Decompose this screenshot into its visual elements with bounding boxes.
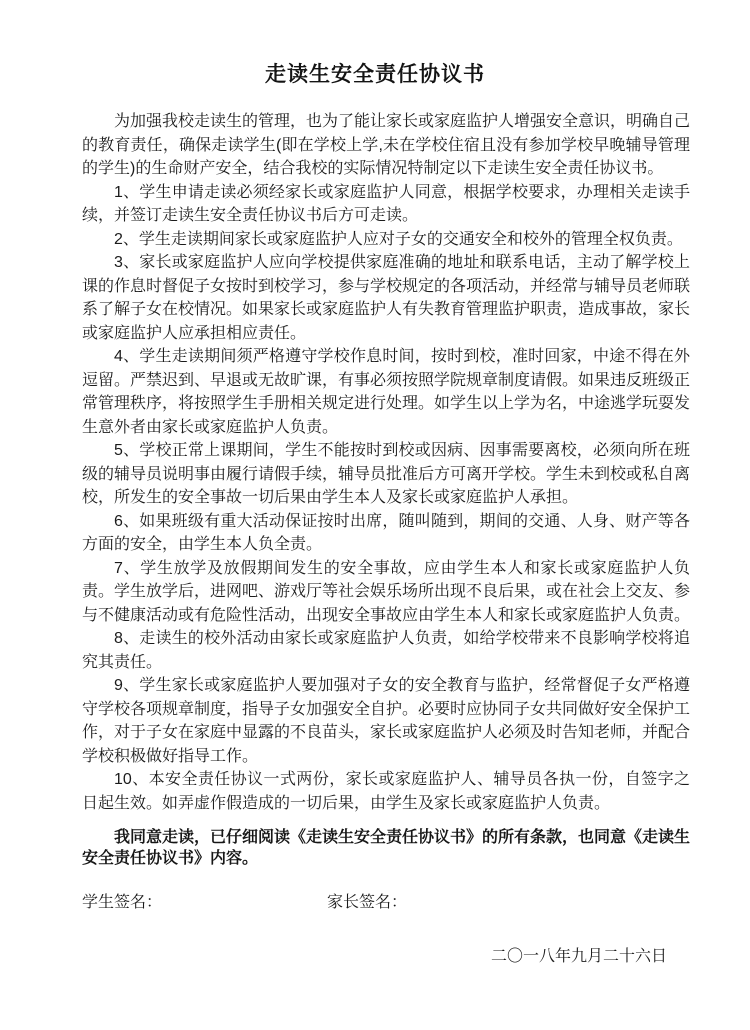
clauses-list [82,181,690,816]
clause-paragraph: 5、学校正常上课期间，学生不能按时到校或因病、因事需要离校，必须向所在班级的辅导员说明事由履行请假手续，辅导员批准后方可离开学校。学生未到校或私自离校，所发生的安全事故一切后果由学生本人及家长或家庭监护人承担。 [82,442,691,506]
clause-paragraph: 9、学生家长或家庭监护人要加强对子女的安全教育与监护，经常督促子女严格遵守学校各项规章制度，指导子女加强安全自护。必要时应协同子女共同做好安全保护工作，对于子女在家庭中显露的不良苗头，家长或家庭监护人必须及时告知老师，并配合学校积极做好指导工作。 [82,677,691,765]
intro-paragraph: 为加强我校走读生的管理，也为了能让家长或家庭监护人增强安全意识，明确自己的教育责任，确保走读学生(即在学校上学,未在学校住宿且没有参加学校早晚辅导管理的学生)的生命财产安全，结合我校的实际情况特制定以下走读生安全责任协议书。 [82,113,691,177]
parent-signature-label: 家长签名： [327,894,408,911]
clause-paragraph: 8、走读生的校外活动由家长或家庭监护人负责，如给学校带来不良影响学校将追究其责任。 [82,630,690,671]
clause-paragraph: 2、学生走读期间家长或家庭监护人应对子女的交通安全和校外的管理全权负责。 [114,230,683,248]
clause-paragraph: 1、学生申请走读必须经家长或家庭监护人同意，根据学校要求，办理相关走读手续，并签订走读生安全责任协议书后方可走读。 [82,183,690,224]
document-title: 走读生安全责任协议书 [265,63,485,86]
clause-paragraph: 3、家长或家庭监护人应向学校提供家庭准确的地址和联系电话，主动了解学校上课的作息时督促子女按时到校学习，参与学校规定的各项活动，并经常与辅导员老师联系了解子女在校情况。如果家长或家庭监护人有失教育管理监护职责，造成事故，家长或家庭监护人应承担相应责任。 [82,254,691,342]
agreement-statement: 我同意走读，已仔细阅读《走读生安全责任协议书》的所有条款，也同意《走读生安全责任协议书》内容。 [82,829,691,867]
clause-paragraph: 7、学生放学及放假期间发生的安全事故，应由学生本人和家长或家庭监护人负责。学生放学后，进网吧、游戏厅等社会娱乐场所出现不良后果，或在社会上交友、参与不健康活动或有危险性活动，出现安全事故应由学生本人和家长或家庭监护人负责。 [82,559,691,624]
clause-paragraph: 10、本安全责任协议一式两份，家长或家庭监护人、辅导员各执一份，自签字之日起生效。如弄虚作假造成的一切后果，由学生及家长或家庭监护人负责。 [82,771,690,812]
student-signature-label: 学生签名： [82,894,163,911]
signature-row [82,893,690,913]
clause-paragraph: 6、如果班级有重大活动保证按时出席，随叫随到，期间的交通、人身、财产等各方面的安全，由学生本人负全责。 [82,512,690,553]
document-date: 二〇一八年九月二十六日 [490,948,667,965]
clause-paragraph: 4、学生走读期间须严格遵守学校作息时间，按时到校，准时回家，中途不得在外逗留。严禁迟到、早退或无故旷课，有事必须按照学院规章制度请假。如果违反班级正常管理秩序，将按照学生手册相关规定进行处理。如学生以上学为名，中途逃学玩耍发生意外者由家长或家庭监护人负责。 [82,348,691,436]
